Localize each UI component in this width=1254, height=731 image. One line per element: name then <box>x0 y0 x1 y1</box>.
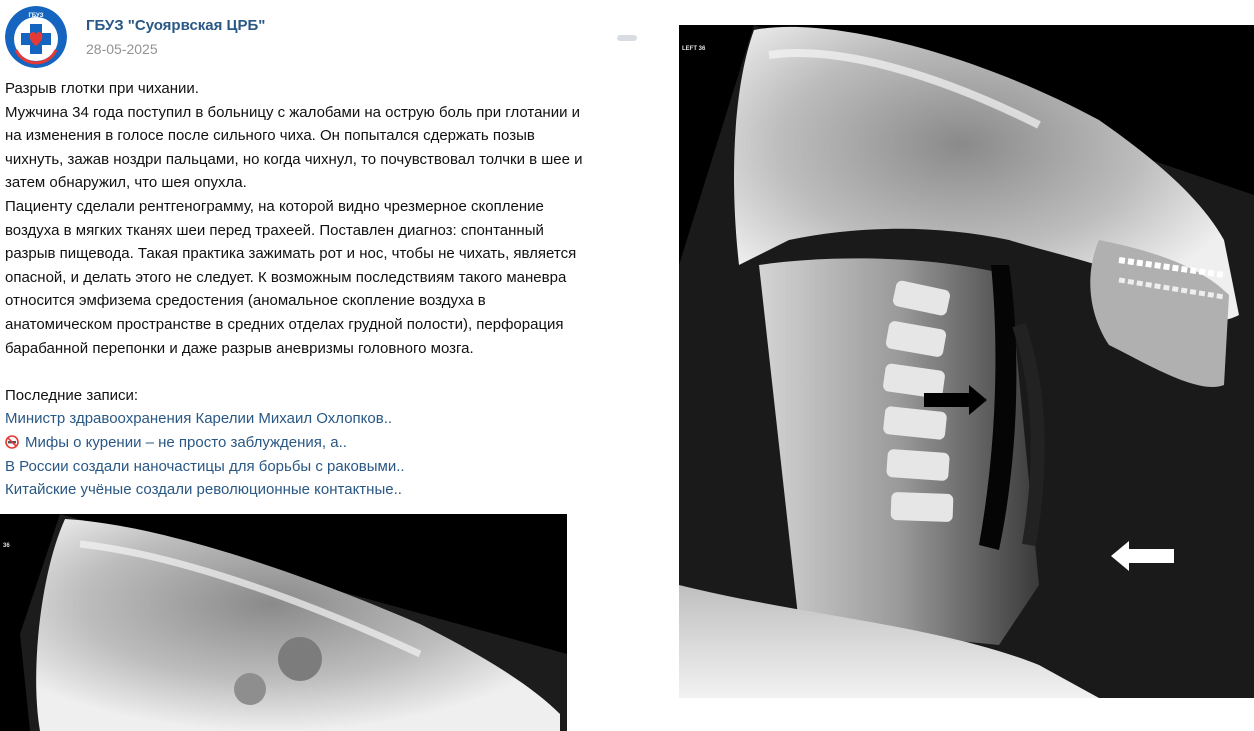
post-line: на изменения в голосе после сильного чиха. Он попытался сдержать позыв <box>5 127 535 145</box>
post-line: анатомическом пространстве в средних отделах грудной полости), перфорация <box>5 315 564 333</box>
recent-post-link[interactable]: Китайские учёные создали революционные контактные.. <box>5 481 402 499</box>
post-line: Разрыв глотки при чихании. <box>5 80 199 97</box>
recent-post-link[interactable]: В России создали наночастицы для борьбы с раковыми.. <box>5 457 405 475</box>
post-line: опасной, и делать этого не следует. К возможным последствиям такого маневра <box>5 268 567 286</box>
no-smoking-icon <box>5 435 19 449</box>
recent-posts-heading: Последние записи: <box>5 386 139 404</box>
post-date[interactable]: 28-05-2025 <box>86 41 158 57</box>
post-author-name[interactable]: ГБУЗ "Суоярвская ЦРБ" <box>86 17 266 34</box>
post-line: чихнуть, зажав ноздри пальцами, но когда чихнул, то почувствовал толчки в шее и <box>5 150 583 168</box>
film-side-marker: LEFT 36 <box>682 46 706 52</box>
post-line: Пациенту сделали рентгенограмму, на которой видно чрезмерное скопление <box>5 197 544 215</box>
post-line: воздуха в мягких тканях шеи перед трахеей. Поставлен диагноз: спонтанный <box>5 221 544 239</box>
author-avatar[interactable] <box>5 6 67 68</box>
post-text <box>5 77 665 502</box>
recent-post-link[interactable]: Министр здравоохранения Карелии Михаил Охлопков.. <box>5 410 393 428</box>
post-line: барабанной перепонки и даже разрыв аневризмы головного мозга. <box>5 339 474 357</box>
post-line: затем обнаружил, что шея опухла. <box>5 174 247 192</box>
xray-image-secondary[interactable] <box>0 514 567 731</box>
hospital-logo-icon <box>5 6 67 68</box>
post-line: Мужчина 34 года поступил в больницу с жалобами на острую боль при глотании и <box>5 103 581 121</box>
post-line: разрыв пищевода. Такая практика зажимать рот и нос, чтобы не чихать, является <box>5 245 577 263</box>
xray-image-main[interactable] <box>679 25 1254 698</box>
recent-post-link[interactable] <box>5 431 665 455</box>
film-side-marker: 36 <box>3 543 10 549</box>
xray-illustration-secondary <box>0 514 567 731</box>
logo-caption: ГБУЗ <box>28 13 44 19</box>
recent-post-link-label: Мифы о курении – не просто заблуждения, а.. <box>25 433 347 451</box>
xray-illustration <box>679 25 1254 698</box>
post-line: относится эмфизема средостения (аномальное скопление воздуха в <box>5 292 486 310</box>
more-dots-icon[interactable] <box>617 35 637 41</box>
